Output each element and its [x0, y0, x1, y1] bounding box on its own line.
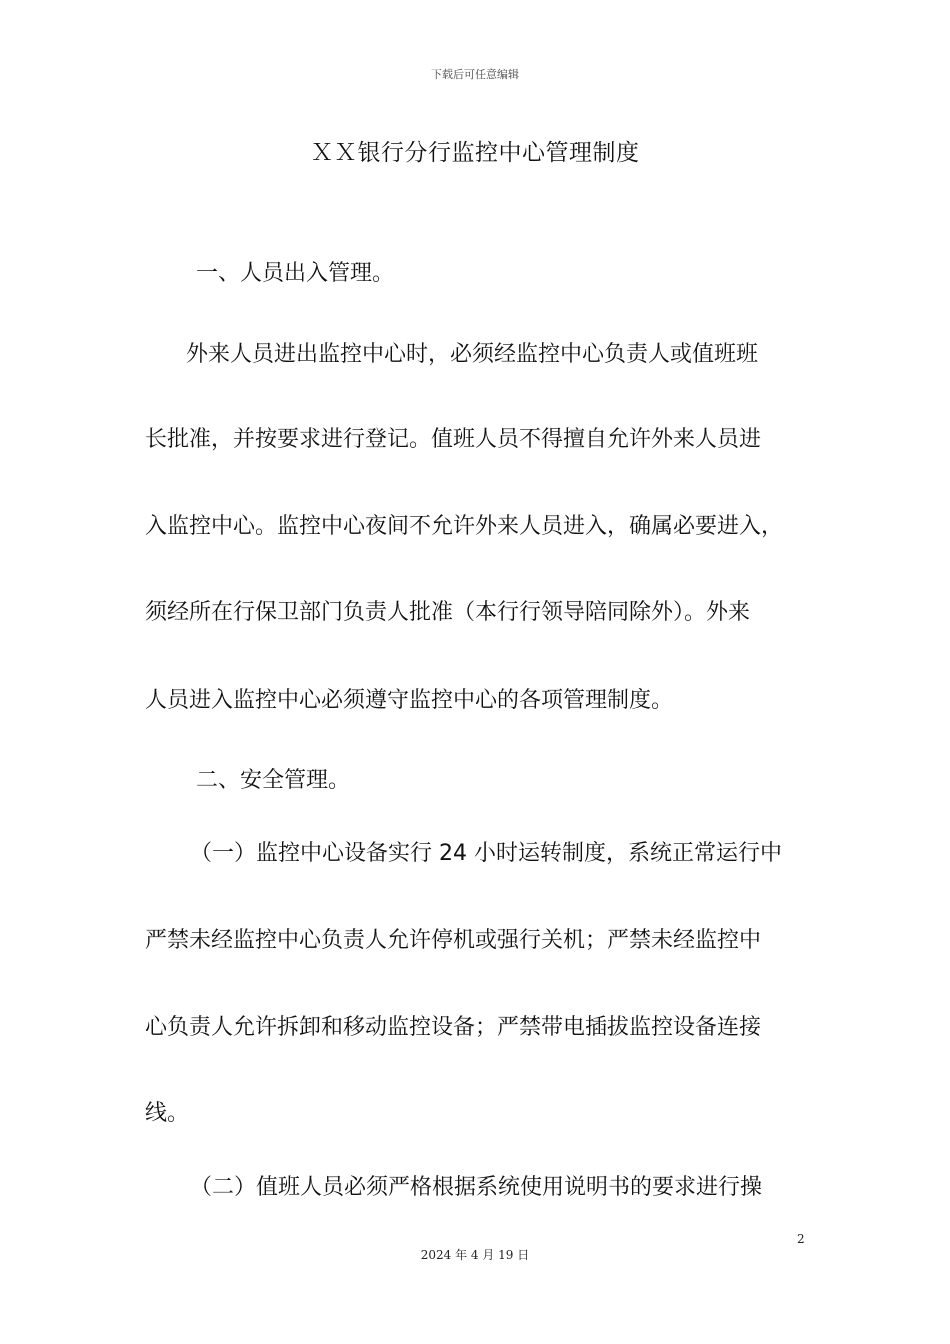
header-note: 下载后可任意编辑	[431, 68, 519, 81]
paragraph-line: 入监控中心。监控中心夜间不允许外来人员进入，确属必要进入，	[145, 514, 784, 539]
paragraph-line: 心负责人允许拆卸和移动监控设备；严禁带电插拔监控设备连接	[145, 1015, 762, 1040]
footer-date: 2024 年 4 月 19 日	[420, 1248, 530, 1262]
paragraph-line: 长批准，并按要求进行登记。值班人员不得擅自允许外来人员进	[145, 427, 762, 452]
paragraph-line: （二）值班人员必须严格根据系统使用说明书的要求进行操	[190, 1175, 763, 1200]
paragraph-line: （一）监控中心设备实行 24 小时运转制度，系统正常运行中	[190, 841, 782, 866]
paragraph-line: 须经所在行保卫部门负责人批准（本行行领导陪同除外）。外来	[145, 600, 751, 625]
page-number: 2	[797, 1232, 805, 1246]
paragraph-line: 人员进入监控中心必须遵守监控中心的各项管理制度。	[145, 688, 674, 713]
paragraph-line: 线。	[145, 1101, 190, 1126]
section-heading-security: 二、安全管理。	[196, 768, 351, 793]
paragraph-line: 严禁未经监控中心负责人允许停机或强行关机；严禁未经监控中	[145, 928, 762, 953]
document-title: ＸＸ银行分行监控中心管理制度	[310, 140, 640, 166]
section-heading-personnel: 一、人员出入管理。	[196, 261, 395, 286]
paragraph-line: 外来人员进出监控中心时，必须经监控中心负责人或值班班	[186, 342, 759, 367]
